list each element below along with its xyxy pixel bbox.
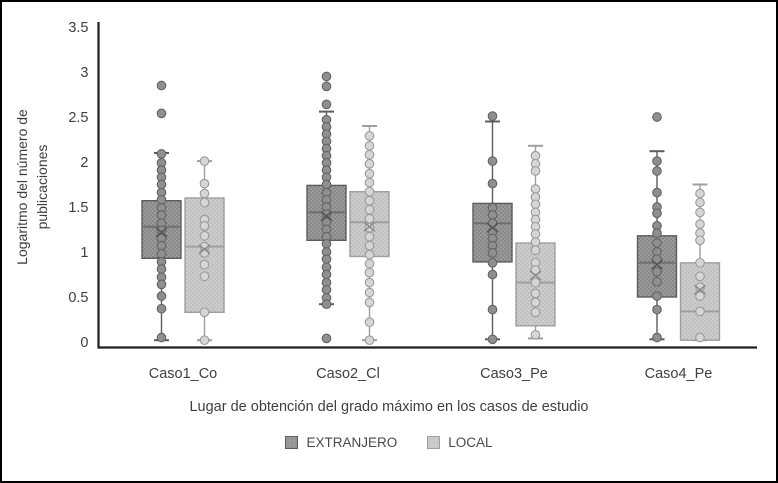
y-tick-label: 2.5 (68, 110, 89, 126)
data-point (365, 187, 374, 196)
data-point (365, 214, 374, 223)
data-point (531, 185, 540, 194)
box-extranjero-caso4_pe (638, 113, 677, 342)
data-point (157, 304, 166, 313)
x-category-label: Caso4_Pe (644, 366, 713, 382)
data-point (653, 167, 662, 176)
y-tick-label: 0 (80, 335, 89, 351)
legend (2, 435, 776, 450)
x-category-label: Caso2_Cl (316, 366, 380, 382)
data-point (696, 272, 705, 281)
data-point (157, 280, 166, 289)
data-point (365, 132, 374, 141)
data-point (200, 260, 209, 269)
x-axis-title: Lugar de obtención del grado máximo en los casos de estudio (189, 399, 589, 415)
data-point (322, 334, 331, 343)
data-point (200, 157, 209, 166)
data-point (157, 150, 166, 159)
data-point (157, 196, 166, 205)
data-point (365, 160, 374, 169)
box-extranjero-caso2_cl (307, 72, 346, 343)
data-point (531, 151, 540, 160)
data-point (531, 298, 540, 307)
data-point (653, 305, 662, 314)
data-point (531, 167, 540, 176)
data-point (696, 259, 705, 268)
data-point (365, 169, 374, 178)
data-point (365, 259, 374, 268)
data-point (157, 211, 166, 220)
data-point (200, 179, 209, 188)
box-local-caso4_pe (681, 185, 720, 342)
data-point (365, 288, 374, 297)
data-point (365, 336, 374, 345)
data-point (696, 307, 705, 316)
data-point (200, 336, 209, 345)
data-point (365, 241, 374, 250)
box-extranjero-caso1_co (142, 81, 181, 342)
data-point (488, 259, 497, 268)
data-point (531, 308, 540, 317)
data-point (365, 278, 374, 287)
data-point (531, 278, 540, 287)
data-point (322, 270, 331, 279)
data-point (322, 255, 331, 264)
data-point (653, 239, 662, 248)
legend-swatch-local-icon (427, 436, 440, 449)
data-point (653, 188, 662, 197)
data-point (488, 157, 497, 166)
data-point (696, 208, 705, 217)
box-extranjero-caso3_pe (473, 112, 512, 344)
data-point (531, 289, 540, 298)
data-point (365, 232, 374, 241)
data-point (653, 333, 662, 342)
data-point (531, 246, 540, 255)
data-point (696, 220, 705, 229)
data-point (653, 277, 662, 286)
data-point (322, 286, 331, 295)
y-tick-label: 1 (80, 245, 89, 261)
data-point (322, 72, 331, 81)
data-point (200, 222, 209, 231)
data-point (200, 189, 209, 198)
legend-label-local: LOCAL (448, 435, 493, 450)
data-point (157, 109, 166, 118)
data-point (157, 265, 166, 274)
data-point (531, 331, 540, 340)
data-point (322, 300, 331, 309)
data-point (200, 198, 209, 207)
data-point (200, 232, 209, 241)
data-point (365, 196, 374, 205)
data-point (531, 230, 540, 239)
legend-item-extranjero (285, 435, 397, 450)
data-point (488, 305, 497, 314)
data-point (157, 250, 166, 259)
data-point (322, 100, 331, 109)
y-tick-label: 3 (80, 65, 89, 81)
data-point (322, 240, 331, 249)
data-point (653, 157, 662, 166)
data-point (365, 142, 374, 151)
data-point (157, 292, 166, 301)
x-category-label: Caso1_Co (148, 366, 218, 382)
y-tick-label: 2 (80, 155, 89, 171)
data-point (200, 272, 209, 281)
data-point (488, 112, 497, 121)
x-category-label: Caso3_Pe (480, 366, 548, 382)
data-point (488, 335, 497, 344)
data-point (696, 236, 705, 245)
data-point (488, 211, 497, 220)
legend-item-local (427, 435, 492, 450)
data-point (653, 113, 662, 122)
data-point (365, 205, 374, 214)
data-point (488, 270, 497, 279)
data-point (653, 209, 662, 218)
data-point (365, 268, 374, 277)
data-point (531, 200, 540, 209)
legend-swatch-extranjero-icon (285, 436, 298, 449)
data-point (653, 229, 662, 238)
y-tick-label: 0.5 (68, 290, 89, 306)
data-point (653, 292, 662, 301)
data-point (488, 179, 497, 188)
box-local-caso2_cl (350, 126, 389, 345)
data-point (157, 81, 166, 90)
data-point (365, 298, 374, 307)
data-point (365, 318, 374, 327)
data-point (696, 189, 705, 198)
data-point (157, 180, 166, 189)
data-point (531, 238, 540, 247)
box-local-caso1_co (185, 157, 224, 345)
data-point (322, 180, 331, 189)
data-point (157, 333, 166, 342)
data-point (365, 250, 374, 259)
y-tick-label: 1.5 (68, 200, 89, 216)
box-local-caso3_pe (516, 146, 555, 339)
data-point (322, 82, 331, 91)
data-point (488, 249, 497, 258)
y-axis-title: Logaritmo del número de publicaciones (14, 109, 51, 265)
data-point (365, 151, 374, 160)
data-point (157, 241, 166, 250)
data-point (200, 308, 209, 317)
data-point (696, 333, 705, 342)
data-point (653, 268, 662, 277)
data-point (696, 198, 705, 207)
y-tick-label: 3.5 (68, 20, 89, 36)
legend-label-extranjero: EXTRANJERO (306, 435, 398, 450)
data-point (365, 178, 374, 187)
